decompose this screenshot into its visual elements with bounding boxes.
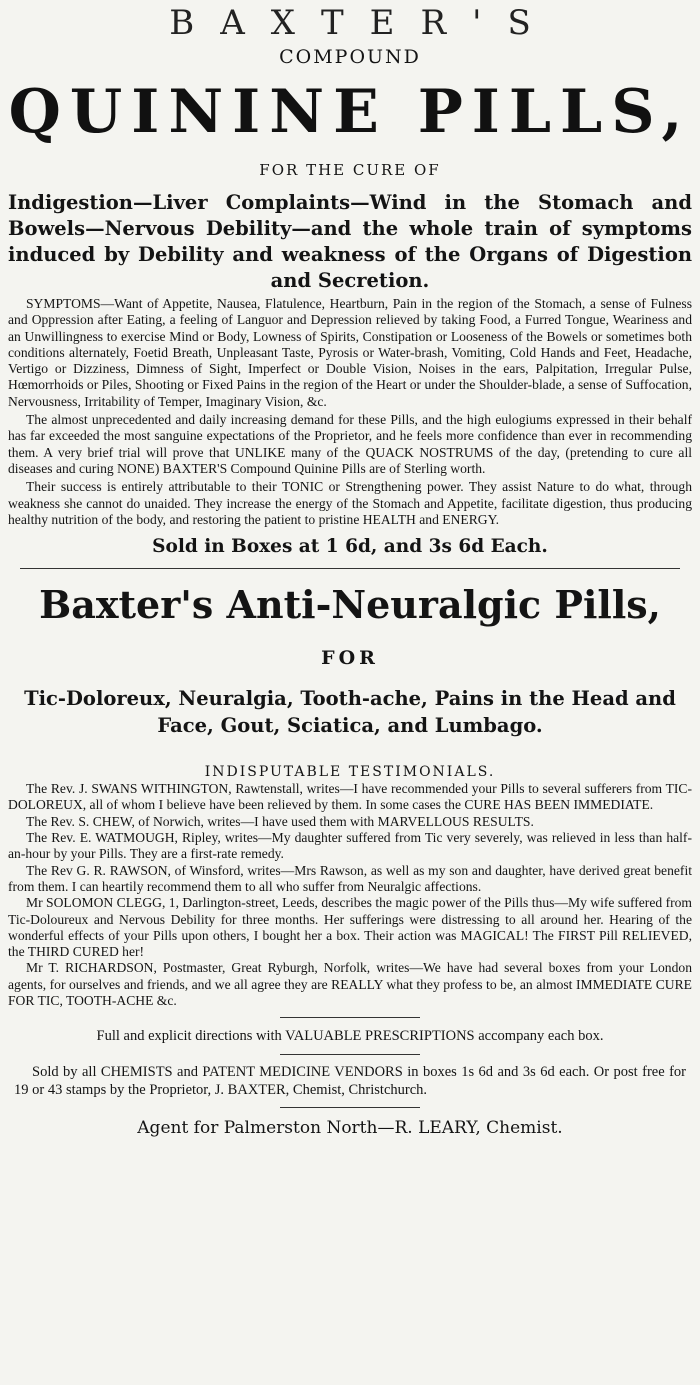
testimonial-item: The Rev. E. WATMOUGH, Ripley, writes—My daughter suffered from Tic very severely, was relieved in less than half-an-hour by your Pills. They are a first-rate remedy. (8, 830, 692, 862)
brand-heading: BAXTER'S (169, 3, 557, 40)
compound-label: COMPOUND (279, 46, 421, 68)
testimonial-item: The Rev. J. SWANS WITHINGTON, Rawtenstall, writes—I have recommended your Pills to several sufferers from TIC-DOLOREUX, all of whom I believe have been relieved by them. In some cases the CURE HAS BEEN IMMEDIATE. (8, 781, 692, 813)
testimonial-item: Mr T. RICHARDSON, Postmaster, Great Ryburgh, Norfolk, writes—We have had several boxes from your London agents, for ourselves and friends, and we all agree they are REALLY what they profess to be, an almost IMMEDIATE CURE FOR TIC, TOOTH-ACHE &c. (8, 960, 692, 1009)
product-title: QUININE PILLS, (8, 77, 692, 147)
symptoms-paragraph: SYMPTOMS—Want of Appetite, Nausea, Flatulence, Heartburn, Pain in the region of the Stomach, a sense of Fulness and Oppression after Eating, a feeling of Languor and Depression relieved by taking Food, a Furred Tongue, Weariness and an Unwillingness to exercise Mind or Body, Lowness of Spirits, Constipation or Looseness of the Bowels or sometimes both conditions alternately, Foetid Breath, Unpleasant Taste, Pyrosis or Water-brash, Vomiting, Cold Hands and Feet, Headache, Vertigo or Dizziness, Dimness of Sight, Imperfect or Double Vision, Noises in the ears, Palpitation, Irregular Pulse, Hœmorrhoids or Piles, Shooting or Fixed Pains in the region of the Heart or under the Shoulder-blade, a sense of Suffocation, Nervousness, Irritability of Temper, Imaginary Vision, &c. (8, 296, 692, 409)
divider-short (280, 1054, 420, 1055)
conditions-text: Tic-Doloreux, Neuralgia, Tooth-ache, Pains in the Head and Face, Gout, Sciatica, and Lumbago. (24, 687, 676, 738)
agent-text: Agent for Palmerston North—R. LEARY, Chemist. (137, 1118, 563, 1139)
divider-short (280, 1017, 420, 1018)
testimonial-item: Mr SOLOMON CLEGG, 1, Darlington-street, Leeds, describes the magic power of the Pills thus—My wife suffered from Tic-Doloureux and Nervous Debility for three months. Her sufferings were distressing to all around her. Hearing of the wonderful effects of your Pills upon others, I bought her a box. Their action was MAGICAL! The FIRST Pill RELIEVED, the THIRD CURED her! (8, 895, 692, 960)
second-product-title: Baxter's Anti-Neuralgic Pills, (39, 582, 661, 628)
divider-short (280, 1107, 420, 1108)
section-divider (20, 568, 680, 569)
directions-text: Full and explicit directions with VALUABLE PRESCRIPTIONS accompany each box. (96, 1028, 604, 1045)
testimonials-heading: INDISPUTABLE TESTIMONIALS. (204, 764, 496, 781)
testimonials-list (6, 781, 694, 1009)
sold-by-text: Sold by all CHEMISTS and PATENT MEDICINE VENDORS in boxes 1s 6d and 3s 6d each. Or post free for 19 or 43 stamps by the Proprietor, J. BAXTER, Chemist, Christchurch. (14, 1064, 686, 1099)
sold-in-boxes: Sold in Boxes at 1 6d, and 3s 6d Each. (152, 536, 548, 558)
for-cure-label: FOR THE CURE OF (259, 161, 441, 179)
for-label: FOR (321, 647, 379, 670)
indications-text: Indigestion—Liver Complaints—Wind in the Stomach and Bowels—Nervous Debility—and the whole train of symptoms induced by Debility and weakness of the Organs of Digestion and Secretion. (8, 191, 692, 292)
success-paragraph: Their success is entirely attributable to their TONIC or Strengthening power. They assist Nature to do what, through weakness she cannot do unaided. They increase the energy of the Stomach and Appetite, facilitate digestion, thus producing healthy nutrition of the body, and restoring the patient to pristine HEALTH and ENERGY. (8, 479, 692, 527)
demand-paragraph: The almost unprecedented and daily increasing demand for these Pills, and the high eulogiums expressed in their behalf has far exceeded the most sanguine expectations of the Proprietor, and he feels more confidence than ever in recommending them. A very brief trial will prove that UNLIKE many of the QUACK NOSTRUMS of the day, (pretending to cure all diseases and curing NONE) BAXTER'S Compound Quinine Pills are of Sterling worth. (8, 412, 692, 476)
testimonial-item: The Rev G. R. RAWSON, of Winsford, writes—Mrs Rawson, as well as my son and daughter, have derived great benefit from them. I can heartily recommend them to all who suffer from Neuralgic affections. (8, 862, 692, 894)
testimonial-item: The Rev. S. CHEW, of Norwich, writes—I have used them with MARVELLOUS RESULTS. (26, 813, 534, 829)
